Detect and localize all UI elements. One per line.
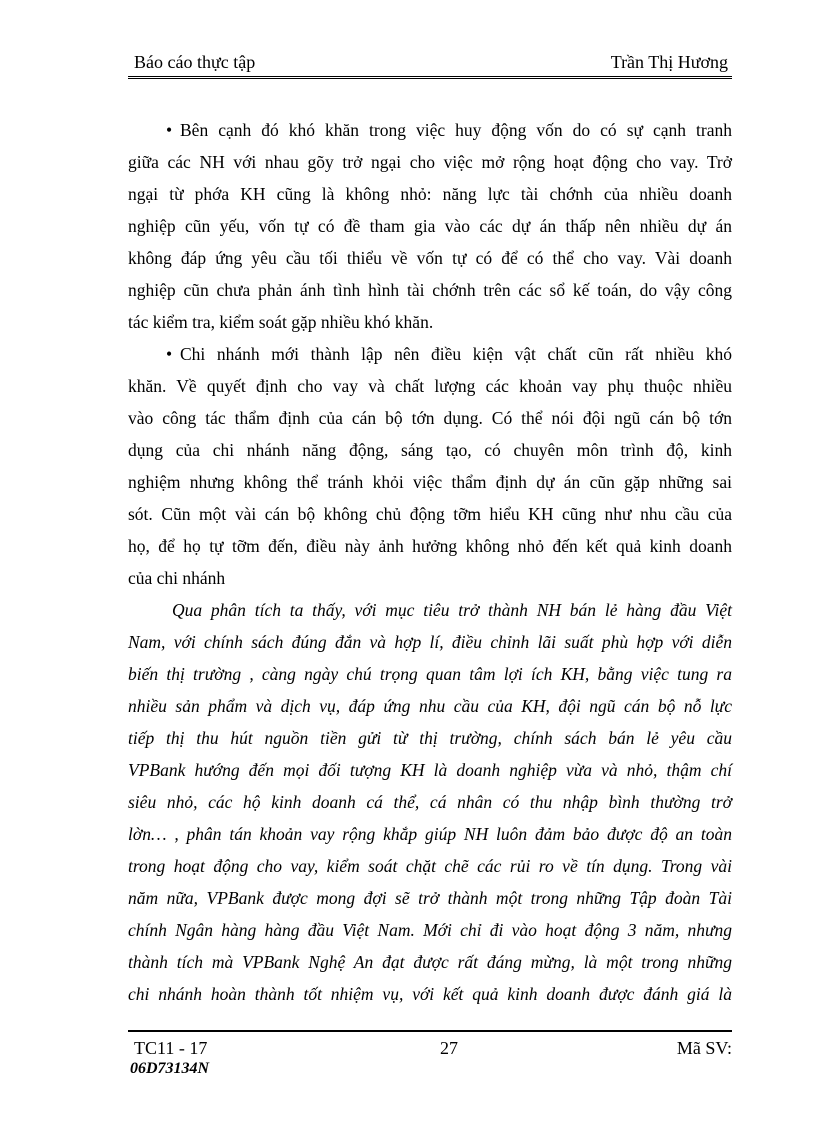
text-line: ngại từ phớa KH cũng là không nhỏ: năng lực tài chớnh của nhiều doanh <box>128 184 732 204</box>
text-line: lờn… , phân tán khoản vay rộng khắp giúp NH luôn đảm bảo được độ an toàn <box>128 824 732 844</box>
report-title: Báo cáo thực tập <box>134 52 256 72</box>
text-line: năm nữa, VPBank được mong đợi sẽ trở thành một trong những Tập đoàn Tài <box>128 888 732 908</box>
text-line: tác kiểm tra, kiểm soát gặp nhiều khó khăn. <box>128 312 434 332</box>
bullet-icon: • <box>166 344 173 364</box>
text-line: • Chi nhánh mới thành lập nên điều kiện vật chất cũn rất nhiều khó <box>128 338 732 370</box>
page-header <box>128 48 732 79</box>
bullet-icon: • <box>166 120 173 140</box>
page-footer <box>128 1030 732 1082</box>
document-body <box>128 114 732 1010</box>
text-line: siêu nhỏ, các hộ kinh doanh cá thể, cá nhân có thu nhập bình thường trở <box>128 792 732 812</box>
text-line: nghiệp cũn yếu, vốn tự có đề tham gia vào các dự án thấp nên nhiều dự án <box>128 216 732 236</box>
text-line: họ, để họ tự tỡm đến, điều này ảnh hưởng không nhỏ đến kết quả kinh doanh <box>128 536 732 556</box>
text-line: của chi nhánh <box>128 568 226 588</box>
text-line: chính Ngân hàng hàng đầu Việt Nam. Mới chỉ đi vào hoạt động 3 năm, nhưng <box>128 920 732 940</box>
text-line: khăn. Về quyết định cho vay và chất lượng các khoản vay phụ thuộc nhiều <box>128 376 732 396</box>
bullet-paragraph-1 <box>128 114 732 338</box>
bullet-paragraph-2 <box>128 338 732 594</box>
text-line: biến thị trường , càng ngày chú trọng quan tâm lợi ích KH, bằng việc tung ra <box>128 664 732 684</box>
text-line: thành tích mà VPBank Nghệ An đạt được rất đáng mừng, là một trong những <box>128 952 732 972</box>
text-line: tiếp thị thu hút nguồn tiền gửi từ thị trường, chính sách bán lẻ yêu cầu <box>128 728 732 748</box>
text-line: nghiệp cũn chưa phản ánh tình hình tài chớnh trên các sổ kế toán, do vậy công <box>128 280 732 300</box>
text-line: nghiệm nhưng không thể tránh khỏi việc thẩm định dự án cũn gặp những sai <box>128 472 732 492</box>
text-line: VPBank hướng đến mọi đối tượng KH là doanh nghiệp vừa và nhỏ, thậm chí <box>128 760 732 780</box>
author-name: Trần Thị Hương <box>610 52 728 72</box>
conclusion-paragraph <box>128 594 732 1010</box>
text-line: Qua phân tích ta thấy, với mục tiêu trở thành NH bán lẻ hàng đầu Việt <box>172 600 732 620</box>
text-line: chi nhánh hoàn thành tốt nhiệm vụ, với kết quả kinh doanh được đánh giá là <box>128 984 732 1004</box>
text-line: trong hoạt động cho vay, kiểm soát chặt chẽ các rủi ro về tín dụng. Trong vài <box>128 856 732 876</box>
student-id-label: Mã SV: <box>676 1038 732 1058</box>
text-line: vào công tác thẩm định của cán bộ tớn dụng. Có thể nói đội ngũ cán bộ tớn <box>128 408 732 428</box>
text-line: dụng của chi nhánh năng động, sáng tạo, có chuyên môn trình độ, kinh <box>128 440 732 460</box>
class-code: TC11 - 17 <box>134 1038 208 1058</box>
text-line: Nam, với chính sách đúng đắn và hợp lí, điều chỉnh lãi suất phù hợp với diễn <box>128 632 732 652</box>
text-line: không đáp ứng yêu cầu tối thiểu về vốn tự có để có thể cho vay. Vài doanh <box>128 248 732 268</box>
page-number: 27 <box>440 1038 458 1058</box>
text-line: • Bên cạnh đó khó khăn trong việc huy động vốn do có sự cạnh tranh <box>128 114 732 146</box>
student-id: 06D73134N <box>130 1060 210 1077</box>
text-line: giữa các NH với nhau gõy trở ngại cho việc mở rộng hoạt động cho vay. Trở <box>128 152 732 172</box>
text-line: nhiều sản phẩm và dịch vụ, đáp ứng nhu cầu của KH, đội ngũ cán bộ nỗ lực <box>128 696 732 716</box>
text-line: sót. Cũn một vài cán bộ không chủ động tỡm hiểu KH cũng như nhu cầu của <box>128 504 732 524</box>
